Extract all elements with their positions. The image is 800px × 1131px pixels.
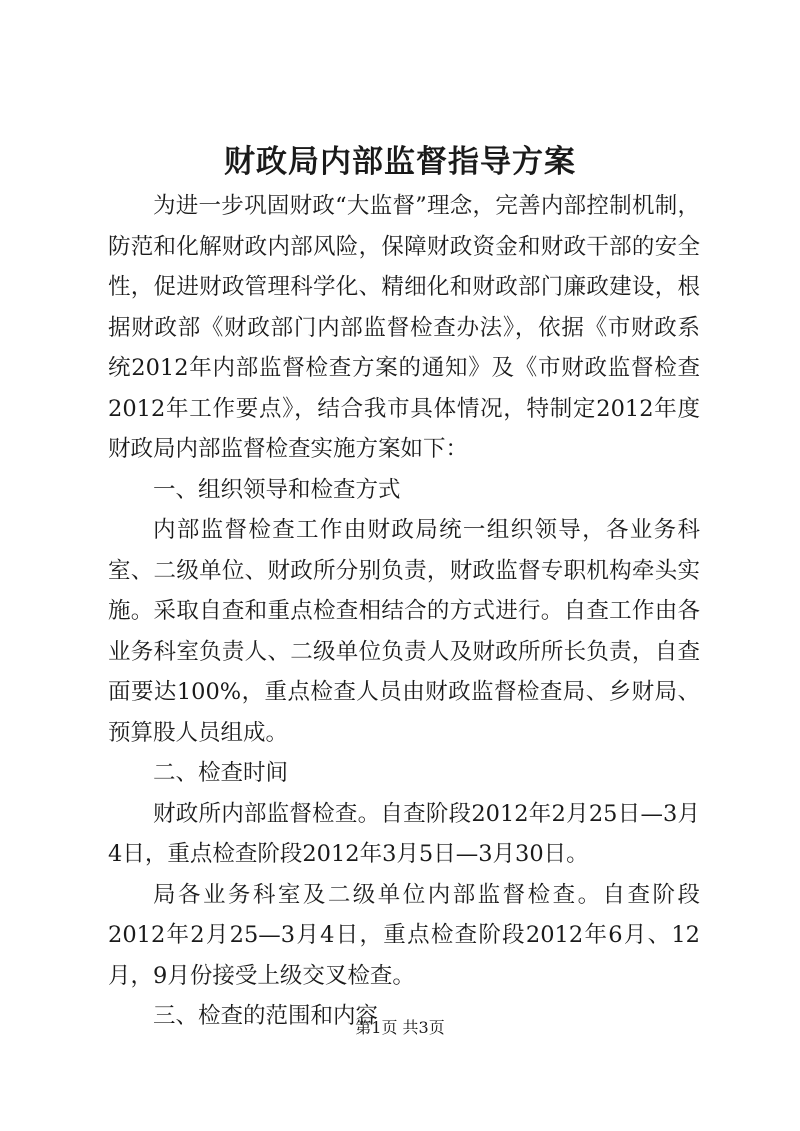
paragraph-organization: 内部监督检查工作由财政局统一组织领导，各业务科室、二级单位、财政所分别负责，财政监督专职机构牵头实施。采取自查和重点检查相结合的方式进行。自查工作由各业务科室负责人、二级单位负责人及财政所所长负责，自查面要达100%，重点检查人员由财政监督检查局、乡财局、预算股人员组成。 <box>108 517 700 746</box>
document-body <box>108 186 700 1037</box>
paragraph-intro: 为进一步巩固财政“大监督”理念，完善内部控制机制，防范和化解财政内部风险，保障财政资金和财政干部的安全性，促进财政管理科学化、精细化和财政部门廉政建设，根据财政部《财政部门内部监督检查办法》，依据《市财政系统2012年内部监督检查方案的通知》及《市财政监督检查2012年工作要点》，结合我市具体情况，特制定2012年度财政局内部监督检查实施方案如下： <box>108 193 700 462</box>
paragraph-department-time: 局各业务科室及二级单位内部监督检查。自查阶段2012年2月25—3月4日，重点检查阶段2012年6月、12月，9月份接受上级交叉检查。 <box>108 881 700 989</box>
section-heading-organization: 一、组织领导和检查方式 <box>153 476 401 503</box>
page-footer: 第1页 共3页 <box>355 1018 445 1037</box>
document-title: 财政局内部监督指导方案 <box>224 144 576 180</box>
paragraph-finance-office-time: 财政所内部监督检查。自查阶段2012年2月25日—3月4日，重点检查阶段2012年3月5日—3月30日。 <box>108 800 700 867</box>
section-heading-time: 二、检查时间 <box>153 760 289 786</box>
section-heading-scope: 三、检查的范围和内容 <box>153 1003 379 1029</box>
